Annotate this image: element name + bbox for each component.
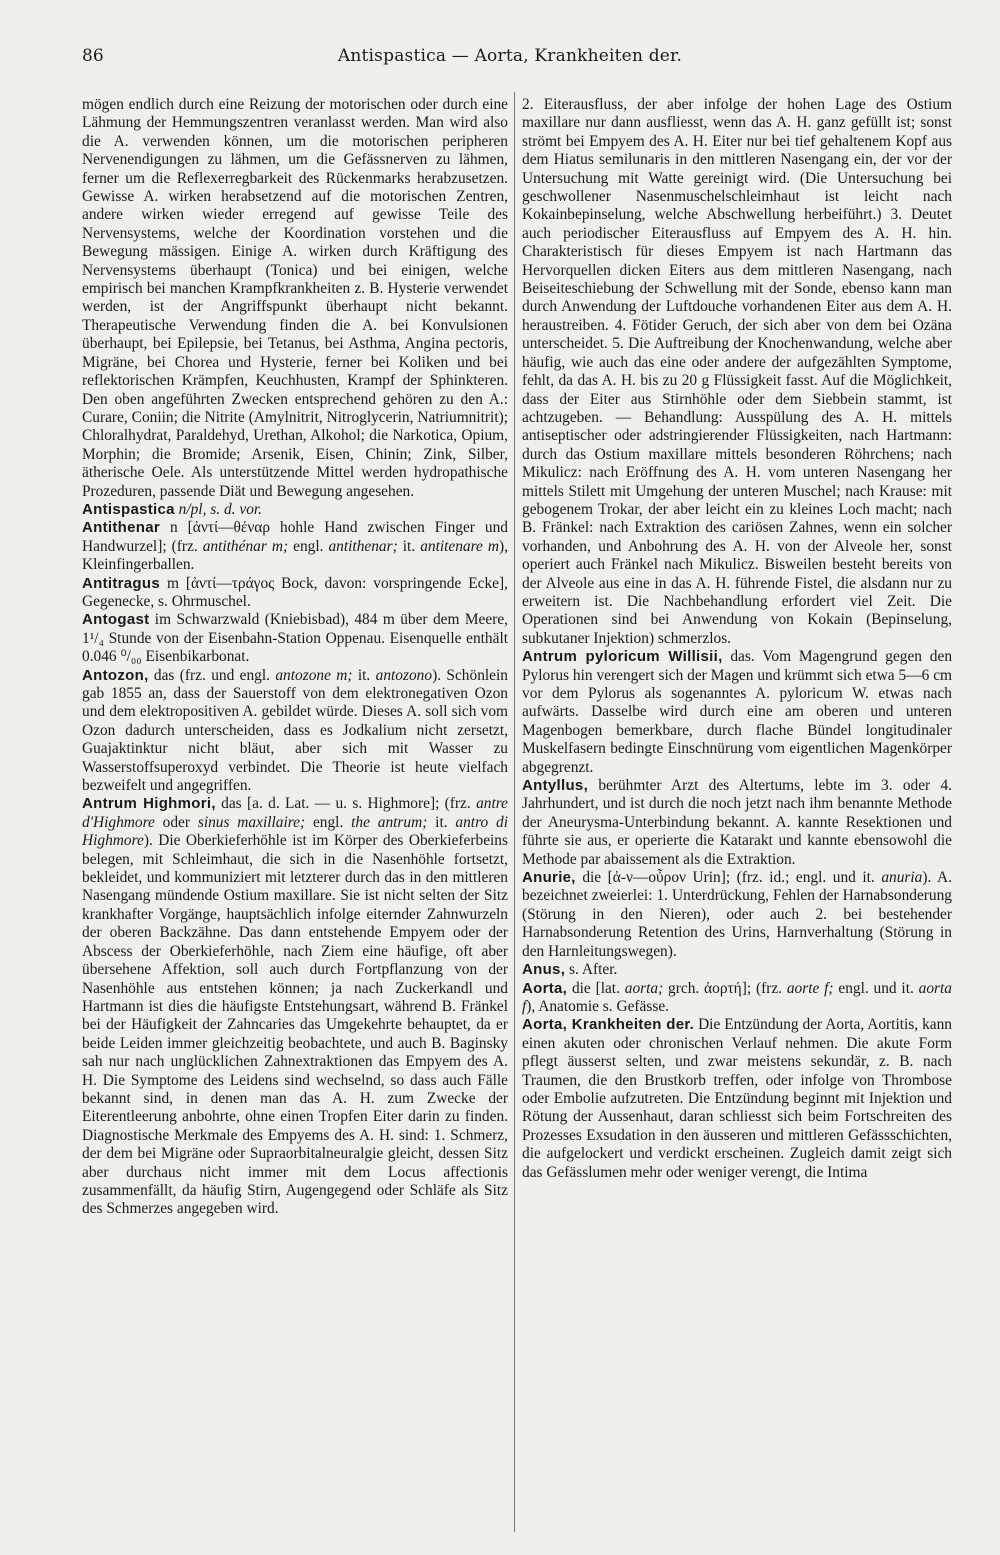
entry-text: antithenar; (328, 537, 398, 555)
entry-anurie (522, 869, 952, 961)
entry-text: ). Schönlein gab 1855 an, dass der Sauerstoff von dem elektronegativen Ozon und dem elektropositiven A. gebildet würde. Dieses A. soll sich vom Ozon dadurch unterscheiden, dass es Jodkalium nicht zersetzt, Guajaktinktur nicht bläut, aber sich mit Wasser zu Wasserstoffsuperoxyd verbindet. Die Theorie ist heute vielfach bezweifelt und angegriffen. (82, 666, 508, 795)
entry-text: ). A. bezeichnet zweierlei: 1. Unterdrückung, Fehlen der Harnabsonderung (Störung in den Nieren), oder auch 2. bei bestehender Harnabsonderung Retention des Urins, Harnverhaltung (Störung in den Harnleitungswegen). (522, 869, 952, 960)
column-divider (514, 92, 515, 1532)
headword: Antozon, (82, 666, 149, 684)
entry-text: it. (397, 537, 421, 555)
entry-text: das. Vom Magengrund gegen den Pylorus hin verengert sich der Magen und krümmt sich etwa 5—6 cm vor dem Pylorus als sogenanntes A. pyloricum W. etwas nach aufwärts. Dasselbe wird durch eine am oberen und unteren Magenbogen bemerkbare, durch flache Bündel longitudinaler Muskelfasern bedingte Einschnürung vom eigentlichen Magenkörper abgegrenzt. (522, 648, 953, 776)
entry-text: the antrum; (351, 813, 428, 831)
headword: Antrum pyloricum Willisii, (522, 648, 723, 666)
entry-text: sinus maxillaire; (197, 813, 306, 831)
headword: Antitragus (82, 574, 160, 592)
entry-text: ), Anatomie s. Gefässe. (526, 997, 670, 1015)
headword: Anus, (522, 961, 566, 979)
entry-text: engl. (305, 813, 352, 831)
antrum-highmori-continuation: 2. Eiterausfluss, der aber infolge der hohen Lage des Ostium maxillare nur dann ausfliesst, wenn das A. H. ganz gefüllt ist; sonst strömt bei Empyem des A. H. Eiter nur bei tief gehaltenem Kopf aus dem Hiatus semilunaris in den mittleren Nasengang ein, der vor der Untersuchung mit Watte gereinigt wird. (Die Untersuchung bei geschwollener Nasenmuschelschleimhaut ist leicht nach Kokainbepinselung, welche Abschwellung herbeiführt.) 3. Deutet auch periodischer Eiterausfluss auf Empyem des A. H. hin. Charakteristisch für dieses Empyem ist nach Hartmann das Hervorquellen dicken Eiters aus dem mittleren Nasengang, nach Beiseiteschiebung der Schwellung mit der Sonde, ebenso kann man durch Anwendung der Luftdouche vorhandenen Eiter aus dem A. H. heraustreiben. 4. Fötider Geruch, der sich aber von dem bei Ozäna unterscheidet. 5. Die Auftreibung der Knochenwandung, welche aber häufig, wie auch das eine oder andere der aufgezählten Symptome, fehlt, da das A. H. bis zu 20 g Flüssigkeit fasst. Auf die Möglichkeit, dass der Eiter aus Stirnhöhle oder dem Siebbein stammt, ist achtzugeben. — Behandlung: Ausspülung des A. H. mittels antiseptischer oder adstringierender Flüssigkeiten, nach Hartmann: durch das Ostium maxillare mittels besonderen Röhrchens; nach Mikulicz: nach Eröffnung des A. H. vom unteren Nasengang her mittels Stilett mit Umgehung der unteren Muschel; nach Krause: mit gebogenem Trokar, der aber leicht ein zu kleines Loch macht; nach B. Fränkel: nach Extraktion des cariösen Zahnes, wenn ein solcher vorhanden, und Anbohrung des A. H. von der Alveole her, sonst operiert auch Fränkel nach Mikulicz. Bisweilen besteht bereits von der Alveole aus eine in das A. H. führende Fistel, die alsdann nur zu erweitern ist. Die Nachbehandlung erfordert viel Zeit. Die Operationen sind bei Anwendung von Kokain (Bepinselung, subkutaner Injektion) schmerzlos. (522, 96, 952, 647)
entry-antrum-pyloricum (522, 648, 952, 777)
entry-antrum-highmori (82, 795, 508, 1218)
antispastica-continuation: mögen endlich durch eine Reizung der motorischen oder durch eine Lähmung der Hemmungszentren veranlasst werden. Man wird also die A. verwenden können, um die motorischen peripheren Nervenendigungen zu lähmen, um die Gefässnerven zu lähmen, ferner um die Reflexerregbarkeit des Rückenmarks herabzusetzen. Gewisse A. wirken herabsetzend auf die motorischen Zentren, andere wirken wieder erregend auf gewisse Teile des Nervensystems, welche der Koordination vorstehen und die Bewegung mässigen. Einige A. wirken durch Kräftigung des Nervensystems überhaupt (Tonica) und bei einigen, welche empirisch bei manchen Krampfkrankheiten z. B. Hysterie verwendet werden, ist der Angriffspunkt überhaupt nicht bekannt. Therapeutische Verwendung finden die A. bei Konvulsionen überhaupt, bei Epilepsie, bei Tetanus, bei Asthma, Angina pectoris, Migräne, bei Chorea und Hysterie, ferner bei Koliken und bei reflektorischen Krämpfen, Keuchhusten, Krampf der Sphinkteren. Den oben angeführten Zwecken entsprechend gehören zu den A.: Curare, Coniin; die Nitrite (Amylnitrit, Nitroglycerin, Natriumnitrit); Chloralhydrat, Paraldehyd, Urethan, Alkohol; die Narkotica, Opium, Morphin; die Bromide; Arsenik, Eisen, Chinin; Zink, Silber, ätherische Oele. Als unterstützende Mittel werden hydropathische Prozeduren, passende Diät und Bewegung angesehen. (82, 96, 508, 500)
entry-text: antitenare m (420, 537, 500, 555)
entry-text: s. After. (565, 961, 618, 979)
entry-text: grch. ἀορτή]; (frz. (663, 979, 787, 997)
running-title: Antispastica — Aorta, Krankheiten der. (337, 46, 683, 66)
headword: Antyllus, (522, 777, 589, 795)
entry-text: die [ἀ-ν—οὖρον Urin]; (frz. id.; engl. und it. (575, 869, 882, 887)
page-number: 86 (82, 46, 104, 66)
entry-text: antro di Highmore (82, 813, 508, 850)
entry-text: aorta f (522, 979, 952, 1015)
entry-text: n [ἀντί—θέναρ hohle Hand zwischen Finger und Handwurzel]; (frz. (82, 519, 508, 555)
entry-antispastica (82, 501, 508, 519)
entry-text: Die Entzündung der Aorta, Aortitis, kann einen akuten oder chronischen Verlauf nehmen. Die akute Form pflegt äusserst selten, und zwar meistens sekundär, z. B. nach Traumen, die den Brustkorb treffen, oder infolge von Thrombose oder Embolie aufzutreten. Die Entzündung beginnt mit Injektion und Rötung der Aussenhaut, daran schliesst sich beim Fortschreiten des Prozesses Exsudation in den äusseren und mittleren Gefässschichten, die aufgelockert und verdickt erscheinen. Zugleich damit zeigt sich das Gefässlumen mehr oder weniger verengt, die Intima (522, 1016, 952, 1181)
page-header (82, 46, 938, 76)
entry-text: engl. und it. (833, 979, 919, 997)
entry-text: im Schwarzwald (Kniebisbad), 484 m über dem Meere, 1¹/₄ Stunde von der Eisenbahn-Station Oppenau. Eisenquelle enthält 0.046 ⁰/₀₀ Eisenbikarbonat. (82, 611, 508, 666)
entry-text: antithénar m; (202, 537, 289, 555)
entry-text: it. (352, 666, 376, 684)
left-column (82, 96, 508, 1219)
entry-anus (522, 961, 952, 979)
entry-aorta-krankheiten (522, 1016, 952, 1182)
entry-text: oder (154, 813, 198, 831)
entry-text: aorta; (624, 979, 664, 997)
entry-text: das (frz. und engl. (148, 666, 276, 684)
entry-text: die [lat. (567, 979, 625, 997)
entry-text: das [a. d. Lat. — u. s. Highmore]; (frz. (215, 795, 477, 813)
headword: Antispastica (82, 500, 175, 518)
entry-text: aorte f; (786, 979, 834, 997)
entry-text: antozone m; (275, 666, 353, 684)
entry-text: antre d'Highmore (82, 795, 509, 831)
entry-text: m [ἀντί—τράγος Bock, davon: vorspringende Ecke], Gegenecke, s. Ohrmuschel. (82, 574, 508, 610)
entry-antogast (82, 611, 508, 666)
entry-antitragus (82, 575, 508, 612)
headword: Aorta, Krankheiten der. (522, 1016, 695, 1034)
entry-text: berühmter Arzt des Altertums, lebte im 3. oder 4. Jahrhundert, und ist durch die noch jetzt nach ihm benannte Methode der Aneurysma-Unterbindung bekannt. A. kannte Resektionen und führte sie aus, er operierte die Katarakt und kannte ebensowohl die Methode par abaissement als die Extraktion. (522, 777, 952, 868)
headword: Antogast (82, 611, 150, 629)
entry-text: n/pl, s. d. vor. (174, 500, 263, 518)
headword: Aorta, (522, 979, 568, 997)
entry-text: anuria (881, 869, 923, 887)
headword: Antrum Highmori, (82, 795, 216, 813)
entry-text: ). Die Oberkieferhöhle ist im Körper des Oberkieferbeins belegen, mit Schleimhaut, die sich in die Nasenhöhle fortsetzt, bekleidet, und kommuniziert mit letzterer durch das in den mittleren Nasengang mündende Ostium maxillare. Sie ist nicht selten der Sitz krankhafter Vorgänge, hauptsächlich infolge eiternder Zahnwurzeln der oberen Backzähne. Das dann entstehende Empyem oder der Abscess der Oberkieferhöhle, nach Ziem eine häufige, oft aber übersehene Affektion, soll auch durch Fortpflanzung von der Nasenhöhle aus entstehen können; ja nach Zuckerkandl und Hartmann ist dies die häufigste Entstehungsart, während B. Fränkel bei der Häufigkeit der Zahncaries das Umgekehrte behauptet, da er beide Leiden immer gleichzeitig beobachtete, und auch B. Baginsky sah nur nach unglücklichen Zahnextraktionen das Empyem des A. H. Die Symptome des Leidens sind wechselnd, so dass auch Fälle bekannt sind, in denen man das A. H. zum Zwecke der Eiterentleerung anbohrte, ohne einen Tropfen Eiter darin zu finden. Diagnostische Merkmale des Empyems des A. H. sind: 1. Schmerz, der dem bei Migräne oder Supraorbitalneuralgie gleicht, dessen Sitz aber durchaus nicht immer mit dem Locus affectionis zusammenfällt, da häufig Stirn, Augengegend oder Schläfe als Sitz des Schmerzes angegeben wird. (82, 832, 508, 1218)
entry-antozon (82, 667, 508, 796)
entry-aorta (522, 980, 952, 1017)
headword: Antithenar (82, 519, 160, 537)
entry-antithenar (82, 519, 508, 574)
entry-text: it. (427, 813, 456, 831)
headword: Anurie, (522, 869, 576, 887)
entry-text: ), Kleinfingerballen. (82, 537, 508, 574)
entry-antyllus (522, 777, 952, 869)
right-column (522, 96, 952, 1182)
entry-text: antozono (375, 666, 433, 684)
entry-text: engl. (288, 537, 329, 555)
